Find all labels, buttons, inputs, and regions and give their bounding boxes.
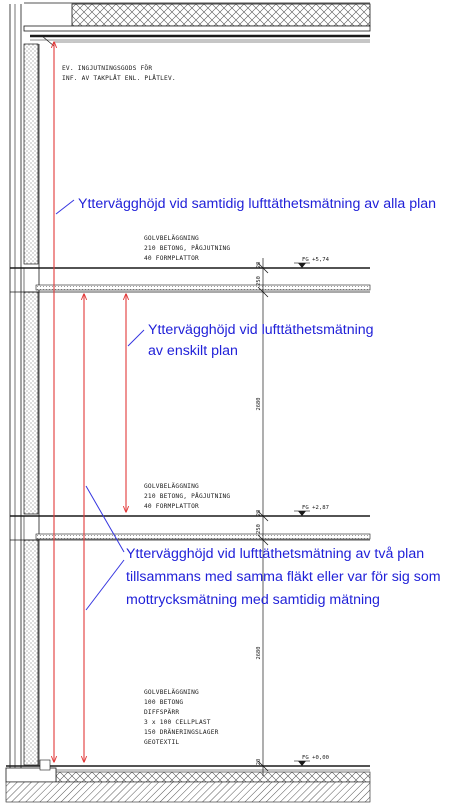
dim-slab-upper: 250 [256,276,262,286]
note-floor-ground-line-1: GOLVBELÄGGNING [144,689,199,696]
dim-finish-middle: 20 [256,509,262,517]
note-floor-upper [144,233,230,262]
dim-height-upper: 2680 [256,397,262,411]
slab-ground [6,760,370,802]
level-marker-middle [294,505,329,516]
dim-height-lower: 2680 [256,646,262,660]
note-floor-upper-line-1: GOLVBELÄGGNING [144,235,199,242]
note-roof-line-1: EV. INGJUTNINGSGODS FÖR [62,65,153,72]
annotation-two-floors [126,546,441,608]
note-roof-line-2: INF. AV TAKPLÅT ENL. PLÅTLEV. [62,75,176,82]
note-floor-middle [144,481,230,510]
level-marker-ground [294,755,329,766]
roof-structure [24,3,370,46]
slab-upper [10,268,370,292]
level-ground-label: FG +0,00 [302,755,329,761]
level-upper-label: FG +5,74 [302,257,329,263]
note-floor-upper-line-3: 40 FORMPLATTOR [144,255,199,262]
annotation-two-floors-line-3: mottrycksmätning med samtidig mätning [126,592,380,608]
note-floor-ground-line-5: 150 DRÄNERINGSLAGER [144,729,219,736]
note-floor-ground-line-2: 100 BETONG [144,699,184,706]
note-floor-middle-line-2: 210 BETONG, PÅGJUTNING [144,493,231,500]
note-floor-ground-line-3: DIFFSPÄRR [144,709,180,716]
annotation-single-floor-line-2: av enskilt plan [148,343,238,359]
annotation-two-floors-line-1: Yttervägghöjd vid lufttäthetsmätning av två plan [126,546,425,562]
note-floor-upper-line-2: 210 BETONG, PÅGJUTNING [144,245,231,252]
note-floor-ground-line-4: 3 x 100 CELLPLAST [144,719,211,726]
slab-middle [10,516,370,540]
note-floor-ground-line-6: GEOTEXTIL [144,739,180,746]
note-floor-middle-line-1: GOLVBELÄGGNING [144,483,199,490]
level-middle-label: FG +2,87 [302,505,329,511]
note-floor-middle-line-3: 40 FORMPLATTOR [144,503,199,510]
note-floor-ground [144,687,219,746]
dim-slab-middle: 250 [256,524,262,534]
exterior-wall [10,4,39,800]
annotation-all-floors: Yttervägghöjd vid samtidig lufttäthetsmätning av alla plan [78,196,437,212]
level-marker-upper [294,257,330,268]
annotation-two-floors-line-2: tillsammans med samma fläkt eller var för sig som [126,569,441,585]
annotation-single-floor [148,322,374,359]
dim-finish-ground: 20 [256,758,262,766]
annotation-single-floor-line-1: Yttervägghöjd vid lufttäthetsmätning [148,322,374,338]
note-roof [62,63,176,82]
dim-finish-upper: 20 [256,261,262,269]
